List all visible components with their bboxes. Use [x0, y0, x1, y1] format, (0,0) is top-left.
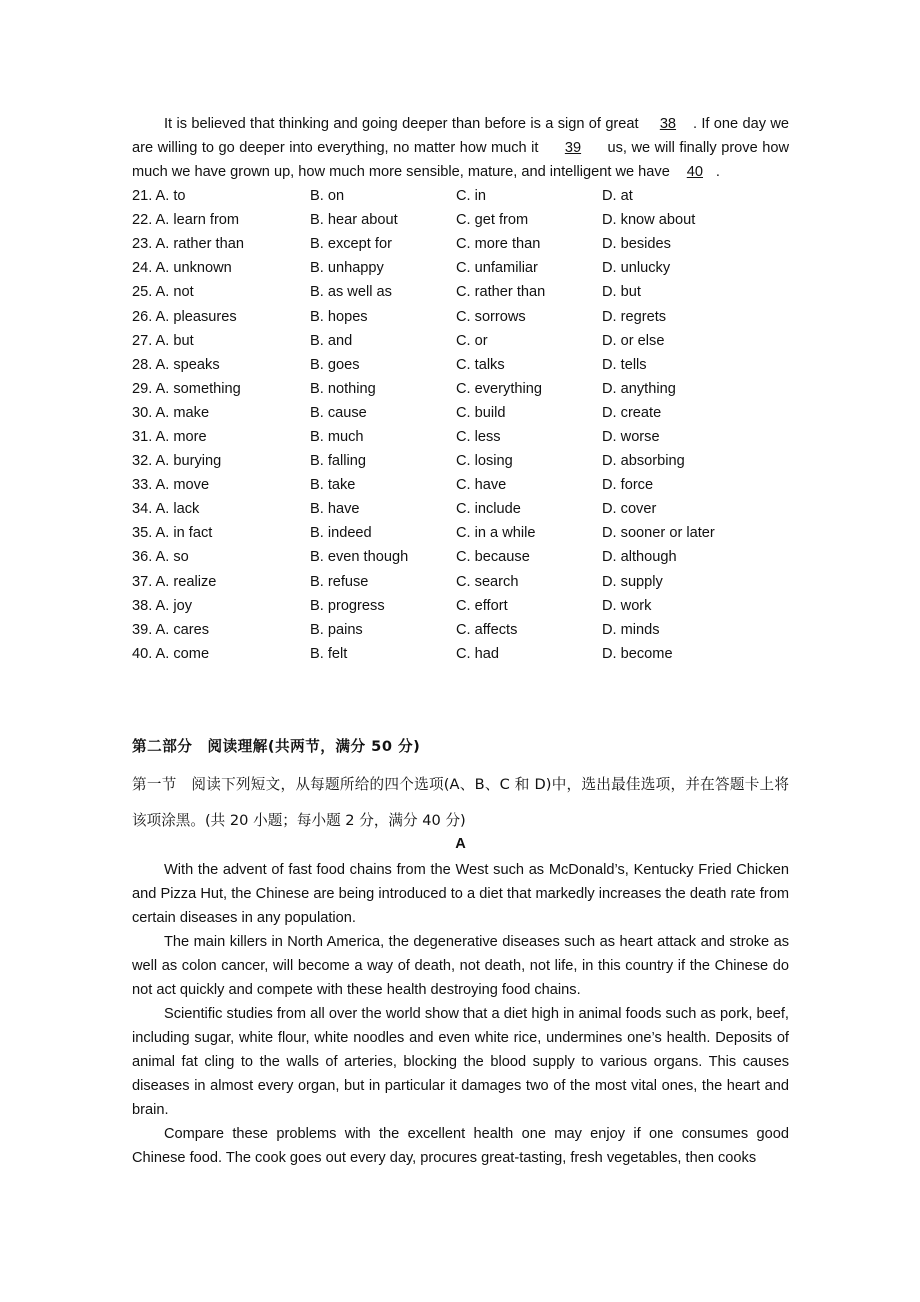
option-b: B. goes [310, 356, 360, 373]
question-row [132, 304, 789, 328]
question-row [132, 232, 789, 256]
option-b: B. pains [310, 621, 363, 638]
question-row [132, 401, 789, 425]
section-instruction: 第一节 阅读下列短文，从每题所给的四个选项(A、B、C 和 D)中，选出最佳选项，并在答题卡上将该项涂黑。(共 20 小题；每小题 2 分，满分 40 分) [132, 776, 789, 829]
option-a: 38. A. joy [132, 597, 193, 614]
option-d: D. cover [602, 501, 657, 518]
option-d: D. but [602, 284, 641, 301]
option-a: 22. A. learn from [132, 212, 240, 229]
question-row [132, 618, 789, 642]
question-row [132, 497, 789, 521]
option-b: B. cause [310, 404, 367, 421]
option-b: B. hear about [310, 212, 398, 229]
option-c: C. because [456, 549, 530, 566]
option-a: 27. A. but [132, 332, 194, 349]
passage-paragraph: Scientific studies from all over the world show that a diet high in animal foods such as pork, beef, including sugar, white flour, white noodles and even white rice, undermines one’s health. Deposits of animal fat cling to the walls of arteries, blocking the blood supply to various organs. This causes diseases in almost every organ, but in particular it damages two of the most vital ones, the heart and brain. [132, 1006, 789, 1118]
option-c: C. in a while [456, 525, 536, 542]
question-row [132, 545, 789, 569]
option-d: D. supply [602, 573, 663, 590]
option-a: 24. A. unknown [132, 260, 232, 277]
option-c: C. sorrows [456, 308, 526, 325]
option-d: D. regrets [602, 308, 667, 325]
question-row [132, 329, 789, 353]
option-b: B. unhappy [310, 260, 384, 277]
option-b: B. much [310, 428, 364, 445]
option-a: 30. A. make [132, 404, 210, 421]
option-a: 26. A. pleasures [132, 308, 237, 325]
question-row [132, 208, 789, 232]
option-a: 32. A. burying [132, 453, 222, 470]
option-b: B. falling [310, 453, 366, 470]
option-b: B. progress [310, 597, 385, 614]
option-c: C. losing [456, 453, 513, 470]
question-row [132, 256, 789, 280]
option-a: 29. A. something [132, 380, 241, 397]
passage-label: A [455, 836, 466, 852]
text-segment: us, we will finally prove how much we have grown up, how much more sensible, mature, and intelligent we have [132, 140, 789, 180]
option-a: 25. A. not [132, 284, 194, 301]
option-a: 36. A. so [132, 549, 189, 566]
option-c: C. search [456, 573, 519, 590]
text-segment: . [715, 164, 720, 180]
option-b: B. have [310, 501, 360, 518]
option-b: B. as well as [310, 284, 392, 301]
option-d: D. absorbing [602, 453, 685, 470]
option-d: D. at [602, 188, 633, 205]
option-b: B. take [310, 477, 356, 494]
option-b: B. on [310, 188, 345, 205]
question-row [132, 280, 789, 304]
blank-38: 38 [659, 116, 677, 132]
option-d: D. anything [602, 380, 676, 397]
option-a: 40. A. come [132, 645, 210, 662]
option-b: B. indeed [310, 525, 372, 542]
option-b: B. even though [310, 549, 409, 566]
option-a: 31. A. more [132, 428, 207, 445]
option-d: D. tells [602, 356, 647, 373]
option-b: B. nothing [310, 380, 376, 397]
question-row [132, 184, 789, 208]
option-c: C. everything [456, 380, 542, 397]
option-d: D. sooner or later [602, 525, 715, 542]
text-segment: It is believed that thinking and going deeper than before is a sign of great [164, 116, 643, 132]
option-c: C. had [456, 645, 499, 662]
option-c: C. affects [456, 621, 518, 638]
option-c: C. effort [456, 597, 508, 614]
option-a: 28. A. speaks [132, 356, 220, 373]
option-d: D. minds [602, 621, 660, 638]
question-row [132, 642, 789, 666]
option-a: 21. A. to [132, 188, 186, 205]
question-row [132, 377, 789, 401]
exam-page [132, 112, 790, 1166]
option-c: C. get from [456, 212, 529, 229]
passage-a [132, 858, 789, 1170]
passage-paragraph: With the advent of fast food chains from the West such as McDonald’s, Kentucky Fried Chicken and Pizza Hut, the Chinese are being introduced to a diet that markedly increases the death rate from certain diseases in any population. [132, 862, 789, 926]
text-segment: . If one day we are willing to go deeper into everything, no matter how much it [132, 116, 790, 156]
option-d: D. besides [602, 236, 671, 253]
option-a: 39. A. cares [132, 621, 210, 638]
question-row [132, 353, 789, 377]
passage-paragraph: The main killers in North America, the degenerative diseases such as heart attack and stroke as well as colon cancer, will become a way of death, not death, not life, in this country if the Chinese do not act quickly and compete with these health destroying food chains. [132, 934, 789, 998]
question-row [132, 570, 789, 594]
option-b: B. hopes [310, 308, 368, 325]
question-row [132, 594, 789, 618]
option-c: C. have [456, 477, 507, 494]
option-b: B. and [310, 332, 353, 349]
option-a: 37. A. realize [132, 573, 217, 590]
option-d: D. know about [602, 212, 696, 229]
question-row [132, 449, 789, 473]
option-d: D. unlucky [602, 260, 671, 277]
option-d: D. or else [602, 332, 665, 349]
cloze-passage-ending [132, 112, 789, 184]
option-a: 23. A. rather than [132, 236, 244, 253]
option-d: D. work [602, 597, 652, 614]
option-d: D. although [602, 549, 677, 566]
option-b: B. refuse [310, 573, 369, 590]
option-c: C. talks [456, 356, 505, 373]
blank-39: 39 [564, 140, 582, 156]
option-d: D. worse [602, 428, 660, 445]
option-c: C. or [456, 332, 488, 349]
option-c: C. less [456, 428, 501, 445]
option-d: D. force [602, 477, 654, 494]
option-c: C. more than [456, 236, 541, 253]
option-c: C. unfamiliar [456, 260, 538, 277]
option-a: 35. A. in fact [132, 525, 213, 542]
option-b: B. felt [310, 645, 348, 662]
passage-paragraph: Compare these problems with the excellent health one may enjoy if one consumes good Chinese food. The cook goes out every day, procures great-tasting, fresh vegetables, then cooks [132, 1126, 789, 1166]
option-a: 34. A. lack [132, 501, 200, 518]
option-b: B. except for [310, 236, 392, 253]
option-c: C. in [456, 188, 487, 205]
option-c: C. include [456, 501, 521, 518]
options-list [132, 184, 789, 666]
option-a: 33. A. move [132, 477, 210, 494]
section-title: 第二部分 阅读理解(共两节，满分 50 分) [132, 738, 421, 755]
option-c: C. rather than [456, 284, 546, 301]
question-row [132, 521, 789, 545]
option-d: D. create [602, 404, 662, 421]
blank-40: 40 [686, 164, 703, 180]
question-row [132, 425, 789, 449]
question-row [132, 473, 789, 497]
option-d: D. become [602, 645, 673, 662]
option-c: C. build [456, 404, 506, 421]
